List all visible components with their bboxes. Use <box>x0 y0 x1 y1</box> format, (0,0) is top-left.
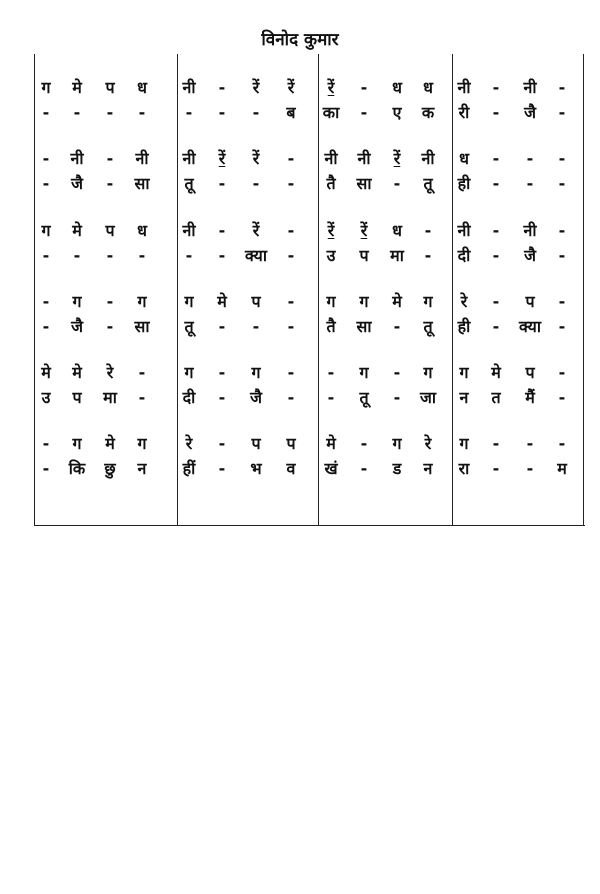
swar-note: ग <box>41 78 51 97</box>
notation-grid <box>34 54 585 526</box>
bol-syllable: हीं <box>182 459 196 478</box>
swar-note: - <box>492 149 500 168</box>
swar-note: रें <box>393 149 401 168</box>
bol-syllable: - <box>252 103 260 122</box>
bol-syllable: - <box>393 174 401 193</box>
bol-syllable: सा <box>134 317 150 336</box>
bol-syllable: तू <box>423 174 433 193</box>
swar-note: - <box>287 292 295 311</box>
bol-syllable: तू <box>184 174 194 193</box>
bol-syllable: कि <box>68 459 86 478</box>
bol-syllable: तू <box>359 388 369 407</box>
swar-note: ग <box>459 363 469 382</box>
swar-note: ध <box>392 78 402 97</box>
bol-syllable: - <box>558 317 566 336</box>
bol-syllable: - <box>558 103 566 122</box>
bol-syllable: का <box>322 103 340 122</box>
swar-note: नी <box>70 149 84 168</box>
bol-syllable: क <box>421 103 435 122</box>
bol-syllable: त <box>491 388 501 407</box>
bol-syllable: व <box>286 459 296 478</box>
swar-note: प <box>251 292 261 311</box>
swar-note: रें <box>252 149 260 168</box>
swar-note: - <box>106 149 114 168</box>
swar-note: मे <box>41 363 51 382</box>
bol-syllable: - <box>424 246 432 265</box>
swar-note: ग <box>392 434 402 453</box>
swar-note: प <box>105 78 115 97</box>
swar-note: ध <box>137 78 147 97</box>
bol-syllable: दी <box>182 388 196 407</box>
swar-note: प <box>525 292 535 311</box>
swar-note: रें <box>327 78 335 97</box>
swar-note: - <box>218 78 226 97</box>
swar-note: रें <box>252 78 260 97</box>
swar-row <box>34 361 585 385</box>
bol-syllable: - <box>138 246 146 265</box>
bol-syllable: - <box>218 246 226 265</box>
bol-syllable: ब <box>286 103 296 122</box>
bol-syllable: - <box>393 317 401 336</box>
swar-note: - <box>287 149 295 168</box>
swar-note: ग <box>251 363 261 382</box>
swar-note: - <box>424 221 432 240</box>
bol-syllable: - <box>218 388 226 407</box>
bol-row <box>34 457 585 481</box>
bol-syllable: - <box>42 317 50 336</box>
swar-note: रे <box>460 292 468 311</box>
bol-syllable: म <box>557 459 567 478</box>
swar-note: रें <box>327 221 335 240</box>
swar-note: - <box>218 434 226 453</box>
swar-note: - <box>42 434 50 453</box>
swar-note: नी <box>421 149 435 168</box>
bol-syllable: जै <box>71 317 83 336</box>
swar-note: मे <box>72 221 82 240</box>
bol-syllable: उ <box>41 388 51 407</box>
swar-row <box>34 432 585 456</box>
swar-note: मे <box>217 292 227 311</box>
bol-syllable: - <box>492 459 500 478</box>
bol-row <box>34 244 585 268</box>
swar-note: ग <box>184 292 194 311</box>
bol-syllable: - <box>558 246 566 265</box>
page-title: विनोद कुमार <box>261 30 339 50</box>
swar-note: - <box>360 78 368 97</box>
swar-note: - <box>327 363 335 382</box>
bol-syllable: - <box>73 246 81 265</box>
bol-syllable: रा <box>458 459 470 478</box>
swar-note: - <box>218 221 226 240</box>
bol-syllable: - <box>558 388 566 407</box>
bol-syllable: - <box>218 103 226 122</box>
bol-syllable: - <box>393 388 401 407</box>
bol-syllable: - <box>360 103 368 122</box>
bol-syllable: मा <box>103 388 117 407</box>
bol-syllable: छु <box>104 459 116 478</box>
bol-syllable: - <box>106 174 114 193</box>
swar-note: नी <box>357 149 371 168</box>
swar-note: - <box>106 292 114 311</box>
bol-syllable: तै <box>326 174 336 193</box>
bottom-rule <box>34 525 585 526</box>
bol-syllable: री <box>458 103 470 122</box>
swar-note: नी <box>523 78 537 97</box>
swar-note: रे <box>106 363 114 382</box>
bol-syllable: दी <box>457 246 471 265</box>
swar-note: - <box>393 363 401 382</box>
swar-note: रे <box>185 434 193 453</box>
bol-syllable: सा <box>356 317 372 336</box>
bol-syllable: - <box>492 317 500 336</box>
swar-note: - <box>526 434 534 453</box>
swar-note: - <box>492 434 500 453</box>
bol-row <box>34 315 585 339</box>
swar-note: प <box>286 434 296 453</box>
bol-syllable: सा <box>356 174 372 193</box>
swar-note: प <box>251 434 261 453</box>
bol-syllable: - <box>558 174 566 193</box>
bol-syllable: - <box>106 317 114 336</box>
bol-syllable: - <box>73 103 81 122</box>
swar-note: - <box>287 363 295 382</box>
bol-syllable: - <box>360 459 368 478</box>
swar-note: मे <box>392 292 402 311</box>
bol-syllable: - <box>287 388 295 407</box>
swar-note: रें <box>287 78 295 97</box>
swar-note: ग <box>41 221 51 240</box>
swar-note: - <box>218 363 226 382</box>
swar-note: नी <box>182 78 196 97</box>
bol-syllable: सा <box>134 174 150 193</box>
bol-syllable: - <box>492 246 500 265</box>
bol-syllable: ड <box>392 459 402 478</box>
swar-note: रें <box>218 149 226 168</box>
bol-syllable: - <box>185 246 193 265</box>
swar-row <box>34 76 585 100</box>
swar-note: रें <box>360 221 368 240</box>
bol-syllable: जै <box>524 103 536 122</box>
bol-syllable: जै <box>524 246 536 265</box>
bol-syllable: - <box>42 174 50 193</box>
bol-syllable: मा <box>390 246 404 265</box>
bol-syllable: तै <box>326 317 336 336</box>
swar-note: ग <box>72 434 82 453</box>
bol-syllable: प <box>359 246 369 265</box>
swar-note: नी <box>457 221 471 240</box>
swar-note: ध <box>459 149 469 168</box>
swar-note: ध <box>423 78 433 97</box>
swar-row <box>34 290 585 314</box>
bol-syllable: - <box>252 317 260 336</box>
swar-row <box>34 219 585 243</box>
bol-syllable: - <box>138 388 146 407</box>
swar-note: - <box>558 292 566 311</box>
bol-syllable: - <box>218 317 226 336</box>
bol-syllable: - <box>185 103 193 122</box>
bol-syllable: जै <box>250 388 262 407</box>
bol-syllable: - <box>218 174 226 193</box>
bol-syllable: - <box>526 459 534 478</box>
swar-note: नी <box>523 221 537 240</box>
bol-syllable: - <box>42 246 50 265</box>
swar-note: नी <box>324 149 338 168</box>
swar-note: मे <box>72 363 82 382</box>
swar-note: मे <box>72 78 82 97</box>
swar-note: ध <box>137 221 147 240</box>
swar-note: नी <box>457 78 471 97</box>
swar-note: - <box>558 434 566 453</box>
bol-syllable: तू <box>423 317 433 336</box>
swar-note: मे <box>105 434 115 453</box>
bol-syllable: न <box>423 459 433 478</box>
swar-note: - <box>558 78 566 97</box>
bol-syllable: - <box>42 103 50 122</box>
swar-note: ग <box>359 292 369 311</box>
bol-row <box>34 172 585 196</box>
swar-note: ग <box>72 292 82 311</box>
bol-syllable: - <box>526 174 534 193</box>
bol-syllable: भ <box>250 459 262 478</box>
swar-note: - <box>287 221 295 240</box>
bol-syllable: - <box>327 388 335 407</box>
bol-syllable: मैं <box>525 388 535 407</box>
swar-note: - <box>492 292 500 311</box>
swar-note: - <box>558 221 566 240</box>
swar-note: - <box>558 363 566 382</box>
bol-syllable: - <box>252 174 260 193</box>
swar-note: - <box>360 434 368 453</box>
swar-note: - <box>42 149 50 168</box>
bol-syllable: - <box>287 246 295 265</box>
swar-note: - <box>492 221 500 240</box>
swar-note: नी <box>135 149 149 168</box>
bol-row <box>34 386 585 410</box>
bol-syllable: क्या <box>245 246 267 265</box>
swar-note: ग <box>184 363 194 382</box>
swar-note: ग <box>137 292 147 311</box>
bol-syllable: - <box>106 246 114 265</box>
swar-note: ग <box>326 292 336 311</box>
bol-syllable: - <box>287 174 295 193</box>
swar-note: - <box>492 78 500 97</box>
swar-note: ग <box>137 434 147 453</box>
bol-syllable: जा <box>419 388 437 407</box>
bol-syllable: - <box>492 103 500 122</box>
bol-syllable: - <box>287 317 295 336</box>
bol-syllable: ही <box>457 317 471 336</box>
bol-syllable: - <box>492 174 500 193</box>
swar-row <box>34 147 585 171</box>
swar-note: ग <box>459 434 469 453</box>
bol-syllable: उ <box>326 246 336 265</box>
bol-syllable: - <box>138 103 146 122</box>
swar-note: - <box>558 149 566 168</box>
bol-syllable: - <box>42 459 50 478</box>
swar-note: रे <box>424 434 432 453</box>
swar-note: ग <box>423 363 433 382</box>
bol-syllable: प <box>72 388 82 407</box>
bol-syllable: ए <box>392 103 402 122</box>
swar-note: नी <box>182 221 196 240</box>
swar-note: प <box>105 221 115 240</box>
bol-syllable: क्या <box>519 317 541 336</box>
bol-syllable: न <box>459 388 469 407</box>
bol-syllable: न <box>137 459 147 478</box>
swar-note: ध <box>392 221 402 240</box>
swar-note: - <box>526 149 534 168</box>
bol-syllable: तू <box>184 317 194 336</box>
swar-note: रें <box>252 221 260 240</box>
swar-note: मे <box>326 434 336 453</box>
swar-note: प <box>525 363 535 382</box>
bol-syllable: ही <box>457 174 471 193</box>
swar-note: मे <box>491 363 501 382</box>
swar-note: - <box>138 363 146 382</box>
bol-syllable: जै <box>71 174 83 193</box>
swar-note: ग <box>423 292 433 311</box>
swar-note: - <box>42 292 50 311</box>
bol-row <box>34 101 585 125</box>
swar-note: नी <box>182 149 196 168</box>
bol-syllable: - <box>106 103 114 122</box>
bol-syllable: - <box>218 459 226 478</box>
swar-note: ग <box>359 363 369 382</box>
bol-syllable: खं <box>324 459 338 478</box>
